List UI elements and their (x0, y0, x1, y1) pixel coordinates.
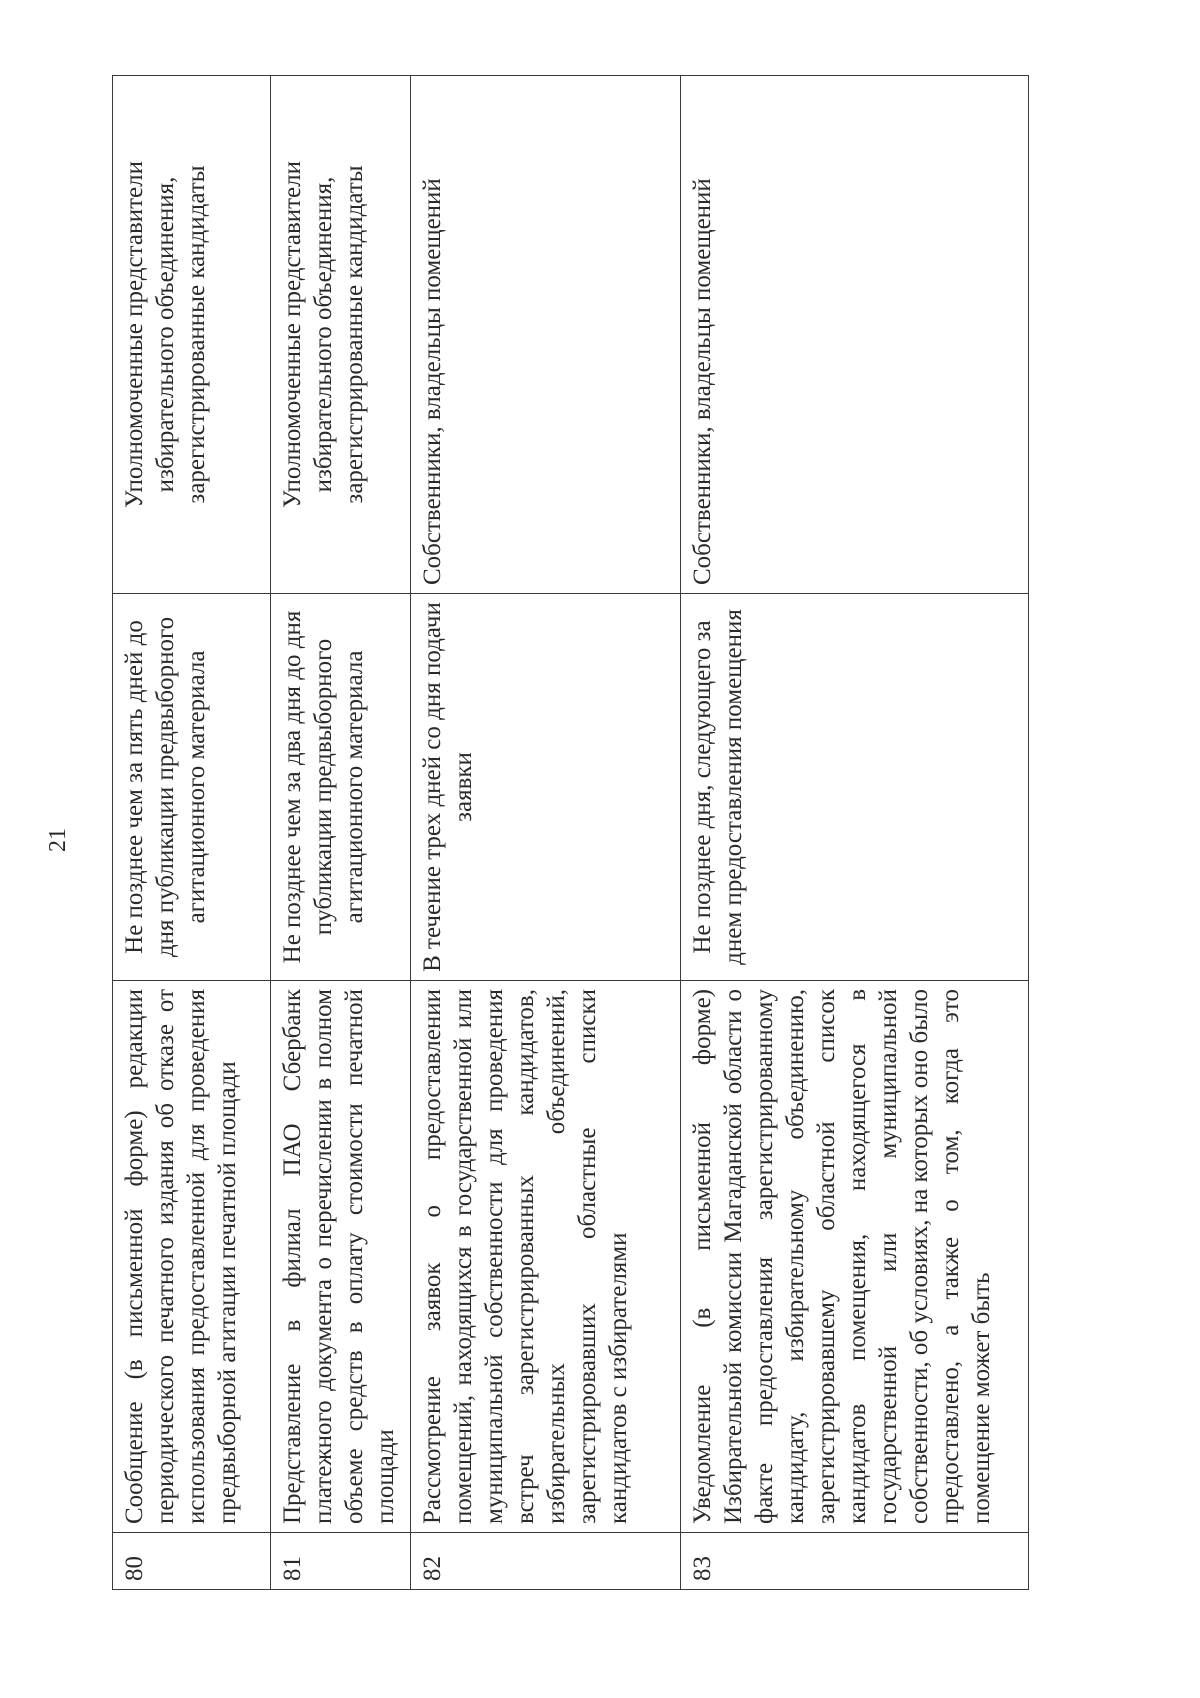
table-row (113, 76, 271, 1590)
event-description: Уведомление (в письменной форме) Избирательной комиссии Магаданской области о факте предоставления зарегистрированному кандидату, избирательному объединению, зарегистрировавшему областной список кандидатов помещения, находящегося в государственной или муниципальной собственности, об условиях, на которых оно было предоставлено, а также о том, когда это помещение может быть (681, 981, 1029, 1533)
table-row (411, 76, 681, 1590)
event-description: Представление в филиал ПАО Сбербанк платежного документа о перечислении в полном объеме средств в оплату стоимости печатной площади (271, 981, 411, 1533)
event-description: Рассмотрение заявок о предоставлении помещений, находящихся в государственной или муниципальной собственности для проведения встреч зарегистрированных кандидатов, избирательных объединений, зарегистрировавших областные списки кандидатов с избирателями (411, 981, 681, 1533)
event-deadline: Не позднее дня, следующего за днем предоставления помещения (681, 594, 1029, 981)
page-number: 21 (45, 828, 71, 852)
table-row (681, 76, 1029, 1590)
event-deadline: Не позднее чем за два дня до дня публикации предвыборного агитационного материала (271, 594, 411, 981)
event-executor: Собственники, владельцы помещений (681, 76, 1029, 594)
event-deadline: Не позднее чем за пять дней до дня публикации предвыборного агитационного материала (113, 594, 271, 981)
event-executor: Собственники, владельцы помещений (411, 76, 681, 594)
row-number: 80 (113, 1533, 271, 1590)
table-row (271, 76, 411, 1590)
row-number: 83 (681, 1533, 1029, 1590)
row-number: 81 (271, 1533, 411, 1590)
schedule-table (112, 75, 1029, 1590)
event-deadline: В течение трех дней со дня подачи заявки (411, 594, 681, 981)
row-number: 82 (411, 1533, 681, 1590)
rotated-table-container (112, 75, 1028, 1590)
event-executor: Уполномоченные представители избирательного объединения, зарегистрированные кандидаты (271, 76, 411, 594)
event-description: Сообщение (в письменной форме) редакции периодического печатного издания об отказе от использования предоставленной для проведения предвыборной агитации печатной площади (113, 981, 271, 1533)
event-executor: Уполномоченные представители избирательного объединения, зарегистрированные кандидаты (113, 76, 271, 594)
